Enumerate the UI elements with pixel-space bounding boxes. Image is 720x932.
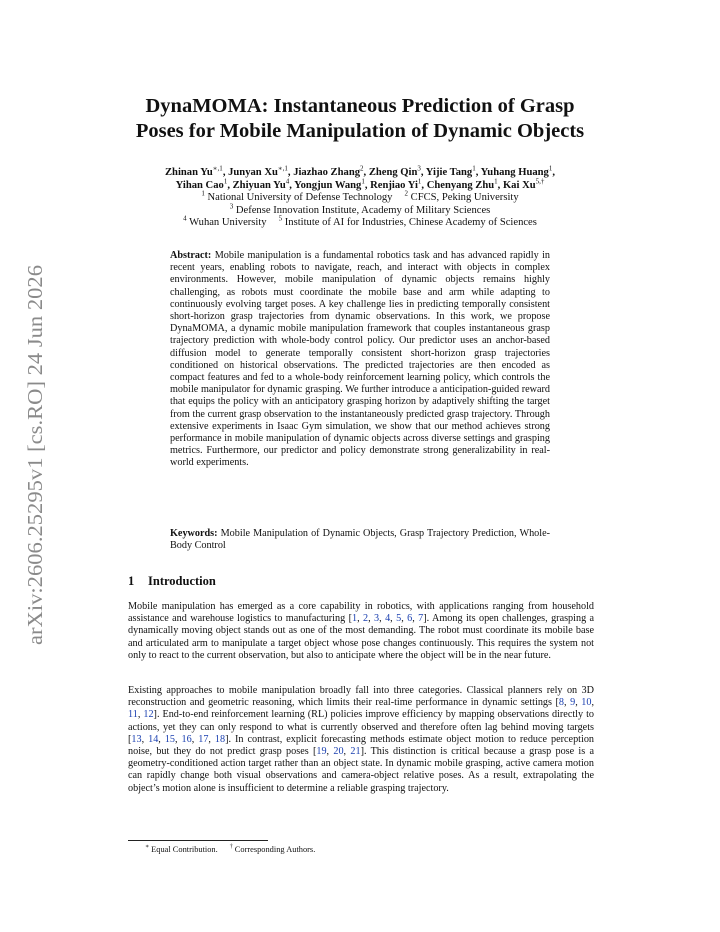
affiliation-line-2 [100,201,620,218]
paper-title [100,94,620,144]
affiliation: $^5$ Institute of AI for Industries, Chinese Academy of Sciences [278,214,537,228]
abstract-label: Abstract: [170,250,212,261]
author-block [100,164,620,230]
affiliation: $^1$ National University of Defense Technology [201,189,393,203]
citation-link[interactable]: 9 [570,697,576,709]
abstract [170,250,550,470]
arxiv-identifier-stamp [14,260,54,650]
citation-link[interactable]: 10 [581,697,592,709]
affiliation: $^4$ Wuhan University [183,214,267,228]
author-name: Jiazhao Zhang$^2$, [293,164,369,178]
citation-link[interactable]: 11 [128,709,138,721]
section-title: Introduction [148,574,216,588]
citation-link[interactable]: 12 [143,709,154,721]
intro-paragraph-1: Mobile manipulation has emerged as a core capability in robotics, with applications ranging from household assistance and warehouse logistics to manufacturing [1, 2, 3, 4, 5, 6, 7]. Among its open challenges, grasping a dynamically moving object stands out as one of the most demanding. The robot must coordinate its mobile base and articulated arm to manipulate a target object whose pose changes continuously. This requires the system not only to react to the current observation, but also to anticipate where the object will be in the near future. [128,601,595,661]
arxiv-identifier-text: arXiv:2606.25295v1 [cs.RO] 24 Jun 2026 [23,283,47,645]
section-heading-introduction [128,574,216,589]
author-list-line-2 [100,176,620,193]
citation-link[interactable]: 19 [316,746,327,758]
citation-link[interactable]: 8 [558,697,564,709]
citation-link[interactable]: 3 [374,613,380,625]
citation-link[interactable]: 13 [131,733,142,745]
affiliation-line-3 [100,214,620,230]
keywords [170,528,550,552]
citation-link[interactable]: 2 [363,613,369,625]
affiliation: $^3$ Defense Innovation Institute, Academy of Military Sciences [229,201,491,216]
citation-link[interactable]: 18 [214,733,226,745]
affiliation-line-1 [100,189,620,205]
paper-title-line-2: Poses for Mobile Manipulation of Dynamic Objects [135,120,585,142]
author-name: Junyan $Xu^{∗,1}$, [228,164,294,178]
author-name: Zhinan $Yu^{∗,1}$, [164,164,229,178]
author-name: Zheng Qin$^3$, [368,164,426,178]
abstract-text: Mobile manipulation is a fundamental robotics task and has advanced rapidly in recent years, enabling robots to navigate, reach, and interact with objects in complex environments. However, mobile manipulation of dynamic objects remains highly challenging, as robots must coordinate the mobile base and arm while adapting to continuously evolving target poses. A key challenge lies in predicting temporally consistent short-horizon grasp trajectories from dynamic observations. In this work, we propose DynaMOMA, a dynamic mobile manipulation framework that couples instantaneous grasp trajectory prediction with whole-body control policy. Our predictor uses an anchor-based diffusion model to generate temporally consistent short-horizon grasp trajectories conditioned on historical observations. The predicted trajectories are then encoded as compact features and fed to a whole-body reinforcement learning policy, which controls the mobile manipulator for dynamic grasping. We further introduce a anticipation-guided reward that equips the policy with an anticipatory grasping horizon by adaptively shifting the target from the current grasp observation to the instantaneously predicted grasp trajectory. Through extensive experiments in Isaac Gym simulation, we show that our method achieves strong performance in mobile manipulation of dynamic objects across diverse settings and grasping metrics. Furthermore, our predictor and policy demonstrate strong generalizability in real-world experiments. [170,250,550,469]
paper-title-line-1: DynaMOMA: Instantaneous Prediction of Grasp [145,95,575,117]
keywords-text: Mobile Manipulation of Dynamic Objects, Grasp Trajectory Prediction, Whole-Body Control [170,528,551,552]
citation-link[interactable]: 17 [198,733,209,745]
citation-link[interactable]: 14 [148,733,159,745]
citation-link[interactable]: 4 [385,613,391,625]
author-name: Zhiyuan Yu$^4$, [232,176,295,191]
footnote-equal-contribution: ∗ Equal Contribution. [145,844,218,854]
footnotes [145,845,315,855]
author-name: Yuhang Huang$^1$, [480,164,555,178]
intro-paragraph-2: Existing approaches to mobile manipulation broadly fall into three categories. Classical planners rely on 3D reconstruction and geometric reasoning, which limits their real-time performance in dynamic settings [8, 9, 10, 11, 12]. End-to-end reinforcement learning (RL) policies improve efficiency by mapping observations directly to actions, yet they can only respond to what is currently observed and therefore often lag behind moving targets [13, 14, 15, 16, 17, 18]. In contrast, explicit forecasting methods estimate object motion to reduce perception noise, but they do not predict grasp poses [19, 20, 21]. This distinction is critical because a grasp pose is a geometry-conditioned action target rather than an object state. In dynamic mobile grasping, active camera motion can rapidly change both visual observations and camera-object relative poses. As a result, extrapolating the object’s motion alone is insufficient to determine a reliable grasping trajectory. [128,685,595,794]
author-name: Yijie Tang$^1$, [425,164,481,178]
citation-link[interactable]: 1 [351,613,358,625]
section-number: 1 [128,574,135,588]
footnote-divider [128,840,268,841]
author-name: Renjiao Yi$^1$, [370,176,427,191]
footnote-corresponding-authors: † Corresponding Authors. [229,844,316,854]
affiliation: $^2$ CFCS, Peking University [404,189,519,203]
citation-link[interactable]: 16 [181,733,192,745]
citation-link[interactable]: 5 [396,613,402,625]
author-name: Kai $Xu^{5,\dagger}$ [502,176,545,191]
keywords-label: Keywords: [170,528,218,539]
citation-link[interactable]: 6 [407,613,413,625]
author-name: Chenyang Zhu$^1$, [426,176,503,191]
citation-link[interactable]: 7 [418,613,424,625]
citation-link[interactable]: 15 [164,733,175,745]
citation-link[interactable]: 20 [333,746,344,758]
author-name: Yongjun Wang$^1$, [294,176,371,191]
author-name: Yihan Cao$^1$, [175,176,233,191]
citation-link[interactable]: 21 [350,746,361,758]
